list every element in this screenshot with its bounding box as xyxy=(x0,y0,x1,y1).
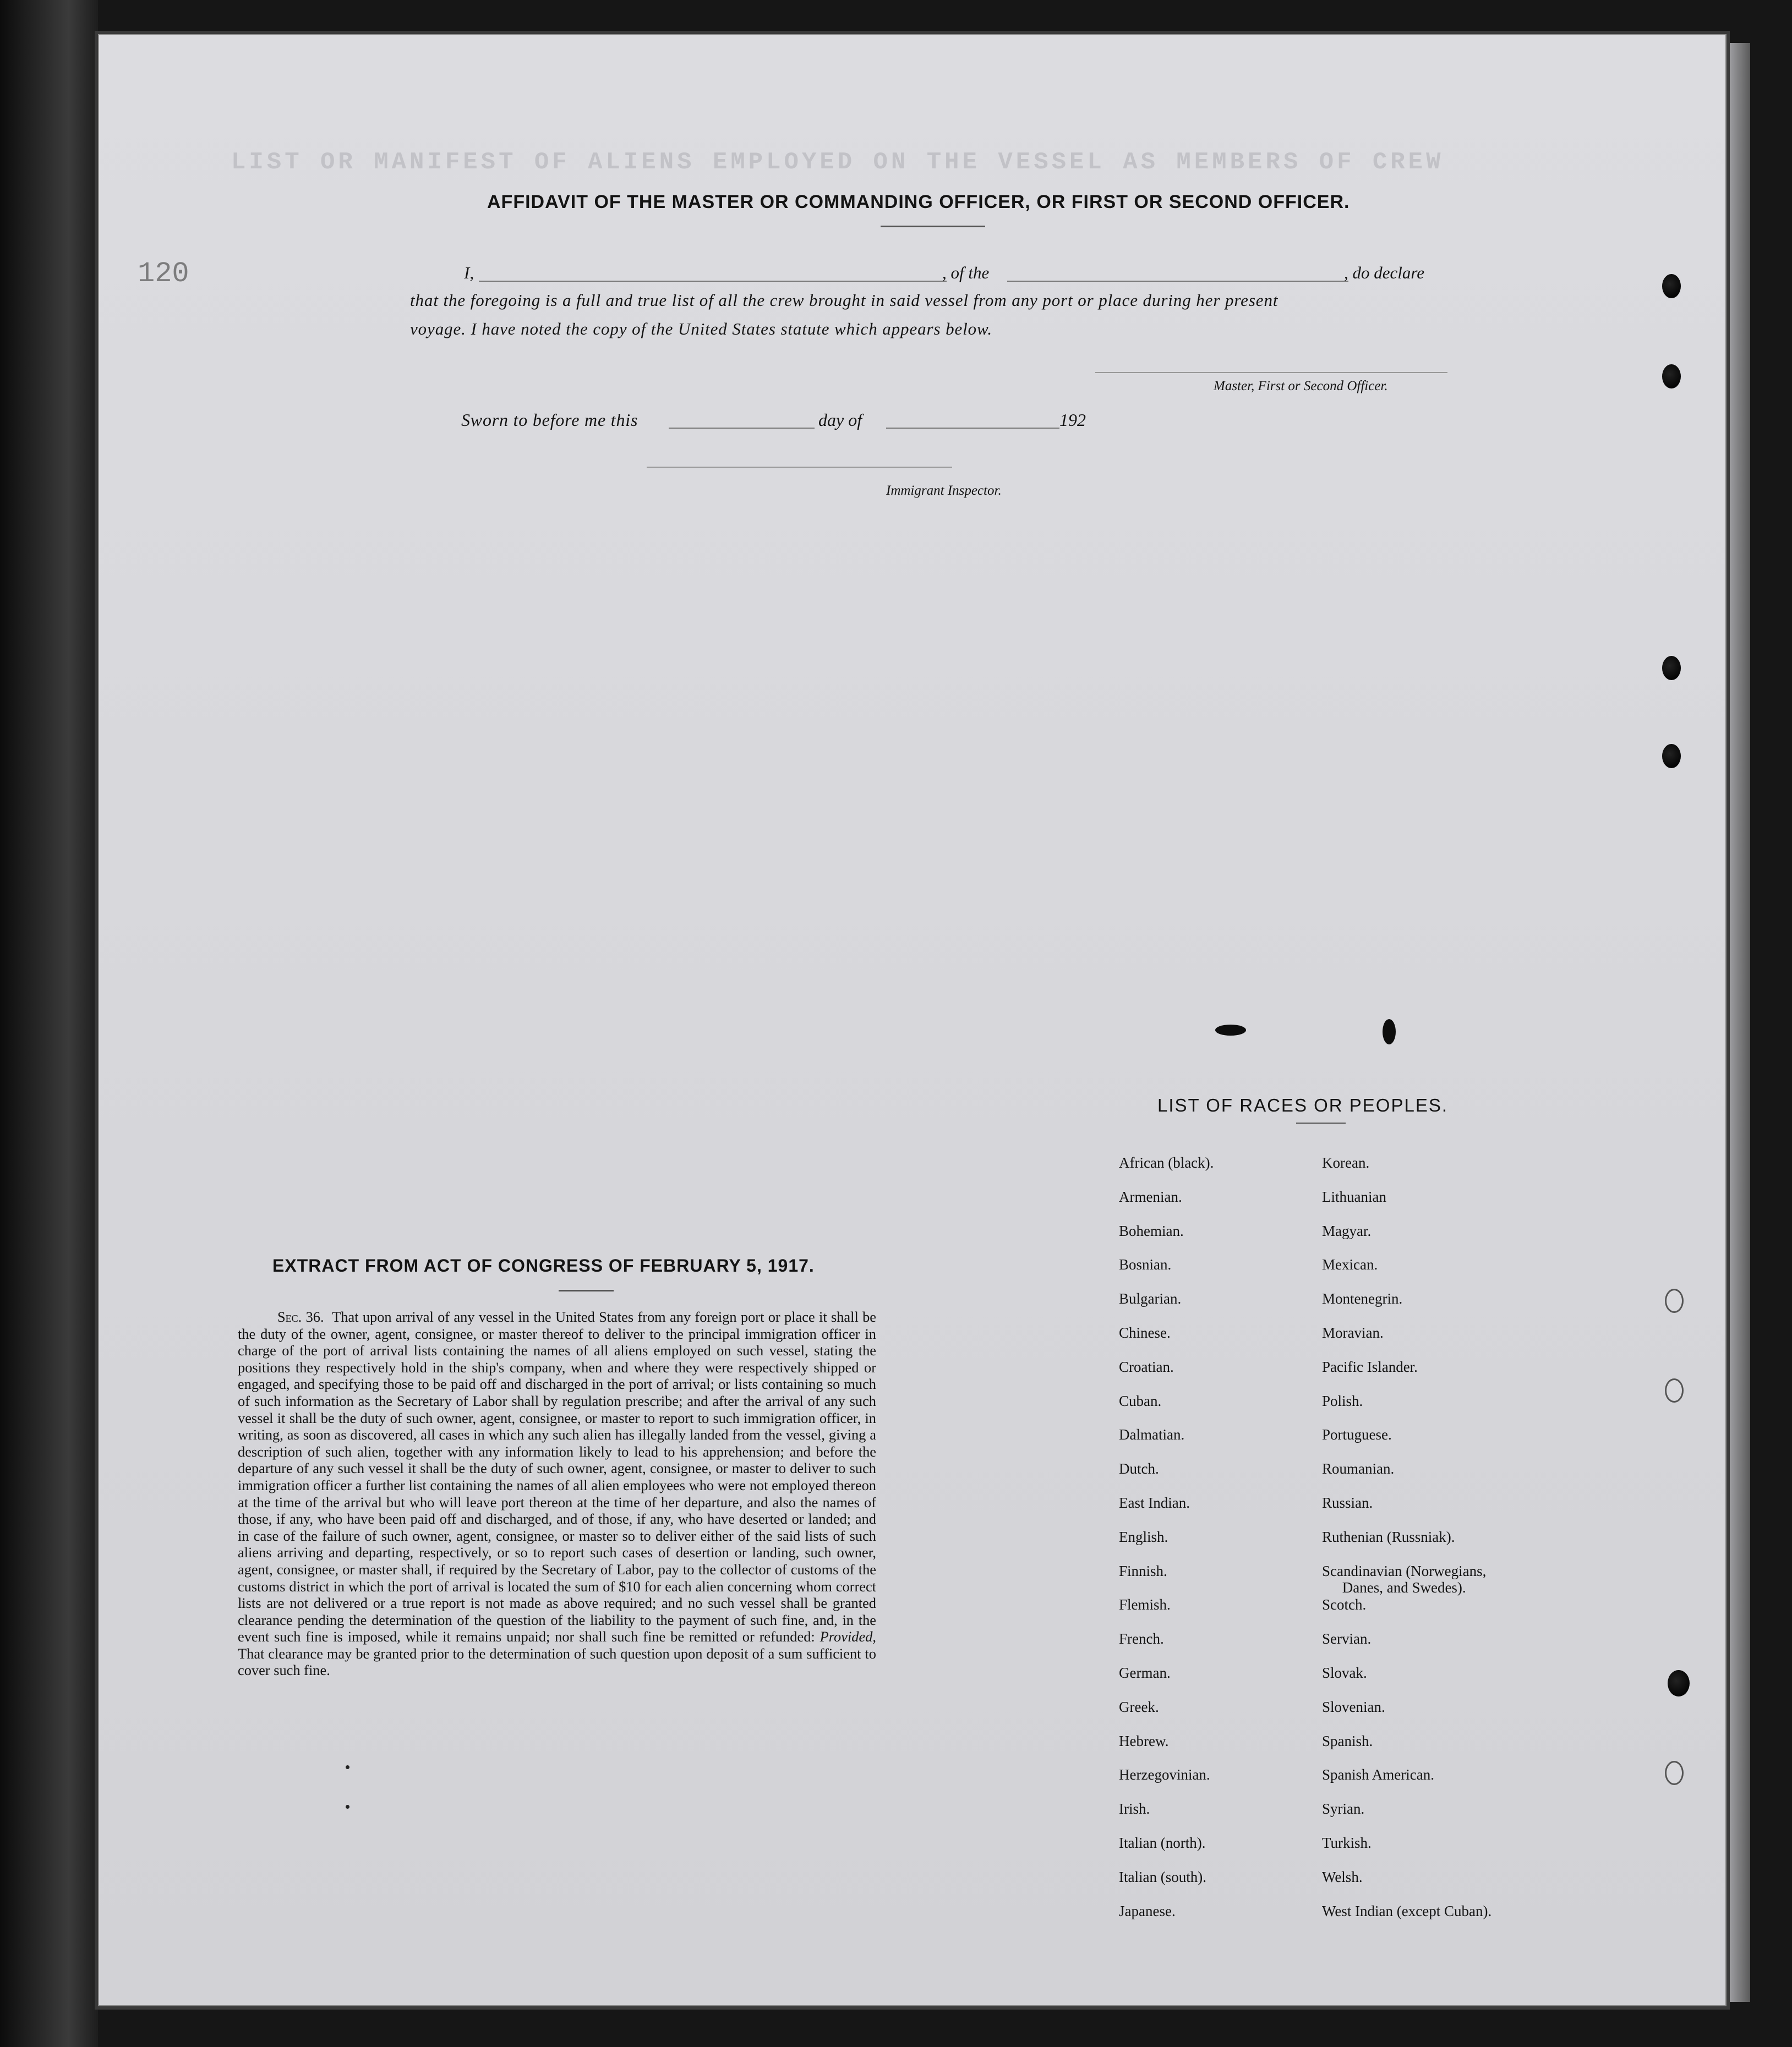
binder-hole xyxy=(1662,744,1681,768)
race-item: Russian. xyxy=(1322,1495,1373,1511)
affidavit-of-the-label: , of the xyxy=(942,263,990,282)
extract-title: EXTRACT FROM ACT OF CONGRESS OF FEBRUARY 5, 1917. xyxy=(272,1256,815,1276)
extract-body xyxy=(238,1309,876,1679)
vessel-blank-line xyxy=(1007,281,1348,282)
affidavit-text-line-2: that the foregoing is a full and true list of all the crew brought in said vessel from any port or place during her present xyxy=(410,291,1279,310)
binder-hole xyxy=(1665,1378,1684,1403)
binder-hole xyxy=(1662,656,1681,680)
race-item: Montenegrin. xyxy=(1322,1290,1403,1307)
race-item: Slovak. xyxy=(1322,1665,1367,1681)
race-item: Dutch. xyxy=(1119,1460,1159,1477)
bleed-through-number: 120 xyxy=(138,258,189,290)
race-item: Herzegovinian. xyxy=(1119,1766,1210,1783)
extract-provided-label: Provided, xyxy=(819,1628,876,1645)
speck xyxy=(346,1765,349,1769)
sworn-month-blank-line xyxy=(886,428,1059,429)
binder-hole xyxy=(1665,1761,1684,1785)
races-title-rule xyxy=(1296,1123,1346,1124)
race-item: Greek. xyxy=(1119,1698,1159,1715)
affidavit-text-line-3: voyage. I have noted the copy of the United States statute which appears below. xyxy=(410,319,992,338)
race-item: Welsh. xyxy=(1322,1868,1363,1885)
race-item: Portuguese. xyxy=(1322,1426,1392,1443)
extract-body-end: That clearance may be granted prior to the determination of such question upon deposit of a sum sufficient to cover such fine. xyxy=(238,1645,876,1679)
sworn-day-blank-line xyxy=(669,428,815,429)
race-item: Scandinavian (Norwegians, Danes, and Swedes). xyxy=(1322,1562,1487,1596)
affidavit-i-label: I, xyxy=(464,263,474,282)
race-item: Pacific Islander. xyxy=(1322,1358,1418,1375)
race-item: Italian (south). xyxy=(1119,1868,1206,1885)
race-item: Flemish. xyxy=(1119,1596,1171,1613)
race-item: African (black). xyxy=(1119,1154,1214,1171)
race-item: Spanish. xyxy=(1322,1732,1373,1749)
race-item: Magyar. xyxy=(1322,1222,1372,1239)
race-item: Moravian. xyxy=(1322,1324,1384,1341)
race-item: Bulgarian. xyxy=(1119,1290,1182,1307)
races-title: LIST OF RACES OR PEOPLES. xyxy=(1157,1095,1449,1115)
race-item: Mexican. xyxy=(1322,1256,1378,1273)
inspector-signature-caption: Immigrant Inspector. xyxy=(886,483,1002,498)
race-item: Japanese. xyxy=(1119,1902,1176,1919)
race-item: Polish. xyxy=(1322,1392,1363,1409)
race-item: Scotch. xyxy=(1322,1596,1367,1613)
race-item: Slovenian. xyxy=(1322,1698,1385,1715)
left-binding-edge xyxy=(0,0,98,2047)
ink-blot xyxy=(1383,1019,1396,1044)
binder-hole xyxy=(1662,364,1681,388)
race-item: Italian (north). xyxy=(1119,1835,1206,1851)
race-item: West Indian (except Cuban). xyxy=(1322,1902,1492,1919)
race-item: Bosnian. xyxy=(1119,1256,1172,1273)
race-item: Turkish. xyxy=(1322,1835,1372,1851)
race-item: Bohemian. xyxy=(1119,1222,1184,1239)
race-item: Irish. xyxy=(1119,1800,1150,1818)
master-signature-caption: Master, First or Second Officer. xyxy=(1214,379,1388,393)
extract-body-text: That upon arrival of any vessel in the United States from any foreign port or place it shall be the duty of the owner, agent, consignee, or master thereof to deliver to the principal immigration officer in charge of the port of arrival lists containing the names of all aliens employed on such vessel, stating the positions they respectively hold in the ship's company, when and where they were respectively shipped or engaged, and specifying those to be paid off and discharged in the port of arrival; or lists containing so much of such information as the Secretary of Labor shall by regulation prescribe; and after the arrival of any such vessel it shall be the duty of such owner, agent, consignee, or master to report to such immigration officer, in writing, as soon as discovered, all cases in which any such alien has illegally landed from the vessel, giving a description of such alien, together with any information likely to lead to his apprehension; and before the departure of any such vessel it shall be the duty of such owner, agent, consignee, or master to deliver to such immigration officer a further list containing the names of all alien employees who were not employed thereon at the time of the arrival but who will leave port thereon at the time of her departure, and also the names of those, if any, who have been paid off and discharged, and of those, if any, who have deserted or landed; and in case of the failure of such owner, agent, consignee, or master so to deliver either of the said lists of such aliens arriving and departing, respectively, or so to report such cases of desertion or landing, such owner, agent, consignee, or master shall, if required by the Secretary of Labor, pay to the collector of customs of the customs district in which the port of arrival is located the sum of $10 for each alien concerning whom correct lists are not delivered or a true report is not made as above required; and no such vessel shall be granted clearance pending the determination of the question of the liability to the payment of such fine, and, in the event such fine is imposed, while it remains unpaid; nor shall such fine be remitted or refunded: xyxy=(238,1309,877,1645)
binder-hole xyxy=(1665,1289,1684,1313)
race-item: English. xyxy=(1119,1528,1168,1545)
race-item: French. xyxy=(1119,1630,1164,1648)
ink-blot xyxy=(1215,1025,1246,1036)
binder-hole xyxy=(1668,1670,1690,1696)
race-item: Servian. xyxy=(1322,1630,1372,1648)
master-signature-line xyxy=(1095,372,1447,373)
affidavit-title: AFFIDAVIT OF THE MASTER OR COMMANDING OFFICER, OR FIRST OR SECOND OFFICER. xyxy=(487,191,1350,212)
race-item: Finnish. xyxy=(1119,1562,1167,1579)
affidavit-do-declare-label: , do declare xyxy=(1344,263,1425,282)
race-item: East Indian. xyxy=(1119,1495,1190,1511)
race-item: Ruthenian (Russniak). xyxy=(1322,1528,1455,1545)
race-item: Armenian. xyxy=(1119,1188,1182,1205)
race-item: Croatian. xyxy=(1119,1358,1174,1375)
extract-title-rule xyxy=(559,1290,614,1291)
day-of-label: day of xyxy=(818,410,862,430)
race-item: Chinese. xyxy=(1119,1324,1171,1341)
sworn-label: Sworn to before me this xyxy=(461,410,638,430)
race-item: Cuban. xyxy=(1119,1392,1162,1409)
race-item: German. xyxy=(1119,1665,1171,1681)
inspector-signature-line xyxy=(647,467,952,468)
bleed-through-header: LIST OR MANIFEST OF ALIENS EMPLOYED ON THE VESSEL AS MEMBERS OF CREW xyxy=(231,149,1444,176)
affidavit-title-rule xyxy=(881,226,985,227)
speck xyxy=(346,1805,349,1809)
name-blank-line xyxy=(479,281,947,282)
race-item: Hebrew. xyxy=(1119,1732,1169,1749)
extract-section-label: Sec. 36. xyxy=(277,1309,324,1325)
race-item: Dalmatian. xyxy=(1119,1426,1185,1443)
race-item: Korean. xyxy=(1322,1154,1370,1171)
binder-hole xyxy=(1662,274,1681,298)
race-item: Syrian. xyxy=(1322,1800,1365,1818)
race-item: Spanish American. xyxy=(1322,1766,1434,1783)
year-label: 192 xyxy=(1059,410,1086,430)
race-item: Lithuanian xyxy=(1322,1188,1386,1205)
race-item: Roumanian. xyxy=(1322,1460,1395,1477)
